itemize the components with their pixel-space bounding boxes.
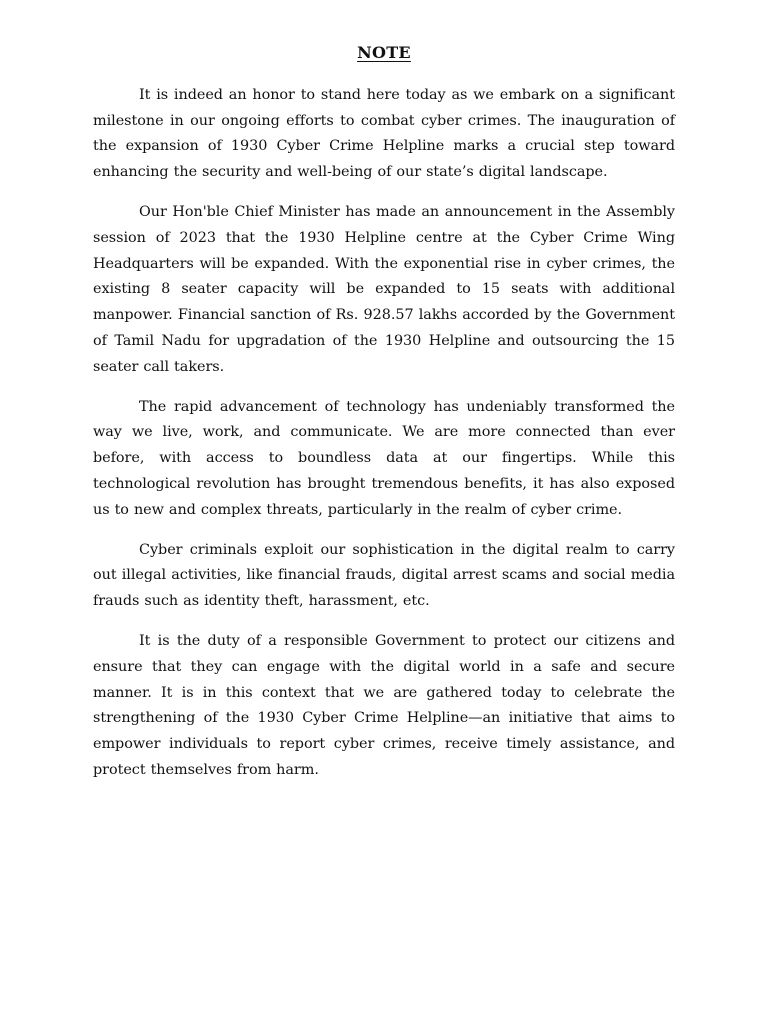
document-title: NOTE	[357, 43, 411, 62]
paragraph-cyber-criminals: Cyber criminals exploit our sophistication in the digital realm to carry out illegal activities, like financial frauds, digital arrest scams and social media frauds such as identity theft, harassment, etc.	[93, 541, 675, 610]
paragraph-government-duty: It is the duty of a responsible Government to protect our citizens and ensure that they can engage with the digital world in a safe and secure manner. It is in this context that we are gathered today to celebrate the strengthening of the 1930 Cyber Crime Helpline—an initiative that aims to empower individuals to report cyber crimes, receive timely assistance, and protect themselves from harm.	[93, 633, 675, 778]
paragraph-chief-minister-announcement: Our Hon'ble Chief Minister has made an announcement in the Assembly session of 2023 that the 1930 Helpline centre at the Cyber Crime Wing Headquarters will be expanded. With the exponential rise in cyber crimes, the existing 8 seater capacity will be expanded to 15 seats with additional manpower. Financial sanction of Rs. 928.57 lakhs accorded by the Government of Tamil Nadu for upgradation of the 1930 Helpline and outsourcing the 15 seater call takers.	[93, 204, 675, 375]
paragraph-inauguration: It is indeed an honor to stand here today as we embark on a significant milestone in our ongoing efforts to combat cyber crimes. The inauguration of the expansion of 1930 Cyber Crime Helpline marks a crucial step toward enhancing the security and well-being of our state’s digital landscape.	[93, 87, 675, 181]
paragraph-technology-advancement: The rapid advancement of technology has undeniably transformed the way we live, work, and communicate. We are more connected than ever before, with access to boundless data at our fingertips. While this technological revolution has brought tremendous benefits, it has also exposed us to new and complex threats, particularly in the realm of cyber crime.	[93, 398, 675, 518]
